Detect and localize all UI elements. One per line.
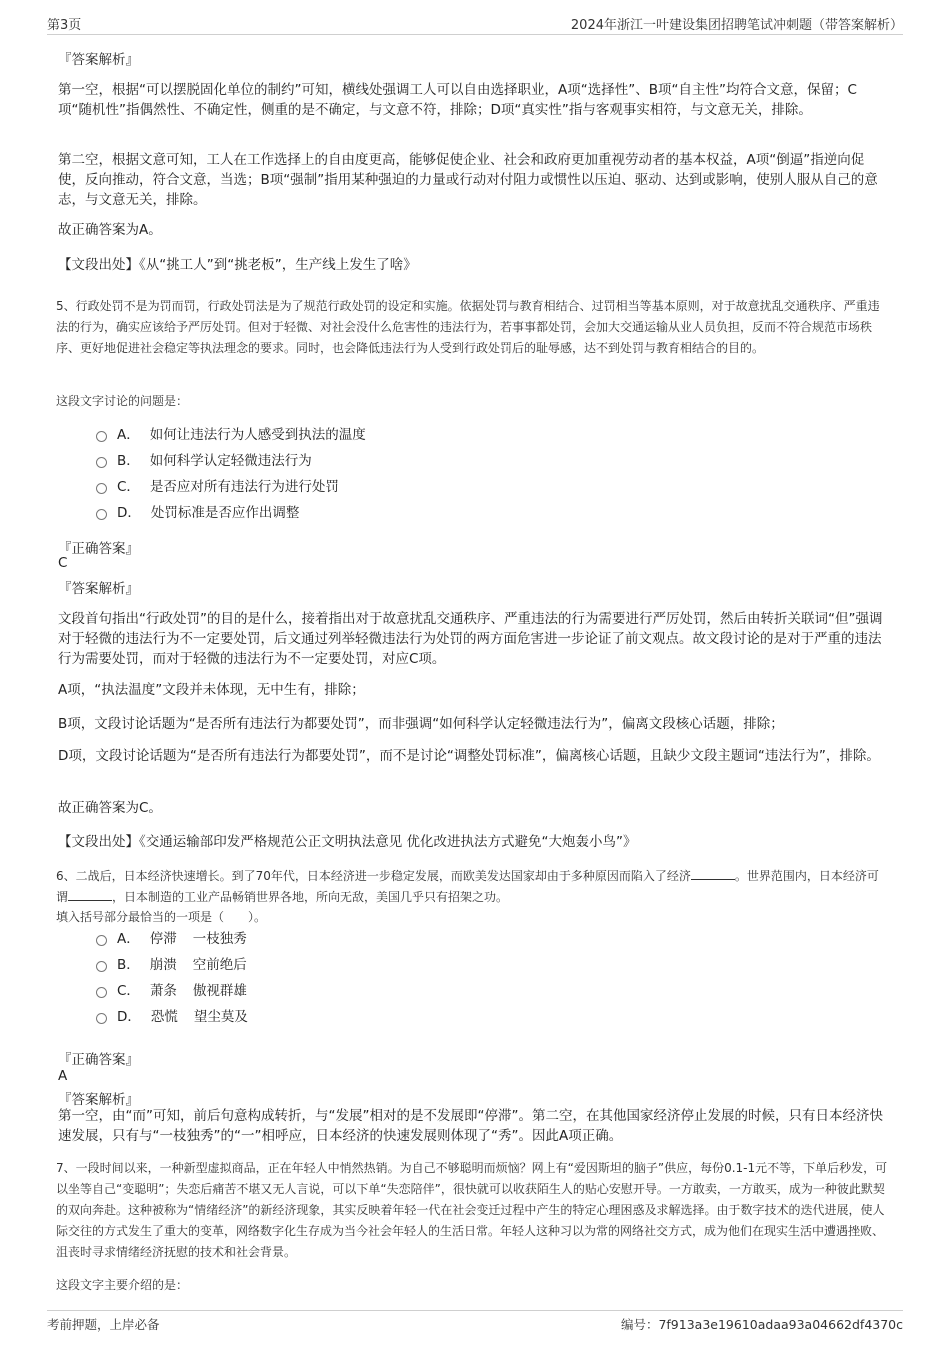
- q5-conclusion: 故正确答案为C。: [58, 800, 162, 816]
- q5-analysis-p2: A项，“执法温度”文段并未体现，无中生有，排除；: [58, 682, 365, 698]
- radio-icon[interactable]: [96, 431, 107, 442]
- radio-icon[interactable]: [96, 961, 107, 972]
- page-header: [47, 12, 903, 35]
- q6-question: 填入括号部分最恰当的一项是（ ）。: [56, 910, 267, 924]
- q5-analysis-p4: D项，文段讨论话题为“是否所有违法行为都要处罚”，而不是讨论“调整处罚标准”，偏离核心话题，且缺少文段主题词“违法行为”，排除。: [58, 748, 880, 764]
- q6-correct-label: 『正确答案』: [58, 1052, 139, 1068]
- radio-icon[interactable]: [96, 987, 107, 998]
- q5-analysis-p3: B项，文段讨论话题为“是否所有违法行为都要处罚”，而非强调“如何科学认定轻微违法行为”，偏离文段核心话题，排除；: [58, 716, 784, 732]
- q5-question: 这段文字讨论的问题是：: [56, 394, 189, 408]
- page-number: 第3页: [47, 18, 82, 33]
- radio-icon[interactable]: [96, 457, 107, 468]
- radio-icon[interactable]: [96, 1013, 107, 1024]
- q6-stem: 6、二战后，日本经济快速增长。到了70年代，日本经济进一步稳定发展，而欧美发达国家却由于多种原因而陷入了经济 。世界范围内，日本经济可谓 ，日本制造的工业产品畅销世界各地，所向无敌，美国几乎只有招架之功。: [56, 869, 879, 904]
- q7-stem: 7、一段时间以来，一种新型虚拟商品，正在年轻人中悄然热销。为自己不够聪明而烦恼？网上有“爱因斯坦的脑子”供应，每份0.1-1元不等，下单后秒发，可以坐等自己“变聪明”；失恋后痛苦不堪又无人言说，可以下单“失恋陪伴”，很快就可以收获陌生人的贴心安慰开导。一方敢卖，一方敢买，成为一种彼此默契的双向奔赴。这种被称为“情绪经济”的新经济现象，其实反映着年轻一代在社会变迁过程中产生的特定心理困惑及求解选择。由于数字技术的迭代进展，使人际交往的方式发生了重大的变革，网络数字化生存成为当今社会年轻人的生活日常。年轻人这种习以为常的网络社交方式，成为他们在现实生活中遭遇挫败、沮丧时寻求情绪经济抚慰的技术和社会背景。: [56, 1161, 888, 1259]
- q5-correct-label: 『正确答案』: [58, 541, 139, 557]
- footer-slogan: 考前押题，上岸必备: [47, 1317, 160, 1332]
- q6-analysis-p1: 第一空，由“而”可知，前后句意构成转折，与“发展”相对的是不发展即“停滞”。第二空，在其他国家经济停止发展的时候，只有日本经济快速发展，只有与“一枝独秀”的“一”相呼应，日本经济的快速发展则体现了“秀”。因此A项正确。: [58, 1108, 883, 1144]
- document-title: 2024年浙江一叶建设集团招聘笔试冲刺题（带答案解析）: [570, 18, 903, 33]
- radio-icon[interactable]: [96, 509, 107, 520]
- document-id: 编号：7f913a3e19610adaa93a04662df4370c: [620, 1317, 903, 1332]
- q5-option-b[interactable]: B． 如何科学认定轻微违法行为: [96, 451, 312, 471]
- q6-option-d[interactable]: D． 恐慌 望尘莫及: [96, 1007, 248, 1027]
- q6-correct-answer: A: [58, 1068, 68, 1084]
- blank-1: [691, 867, 735, 880]
- radio-icon[interactable]: [96, 935, 107, 946]
- q4-analysis-p2: 第二空，根据文意可知，工人在工作选择上的自由度更高，能够促使企业、社会和政府更加重视劳动者的基本权益，A项“倒逼”指逆向促使，反向推动，符合文意，当选；B项“强制”指用某种强迫的力量或行动对付阻力或惯性以压迫、驱动、达到或影响，使别人服从自己的意志，与文意无关，排除。: [58, 152, 878, 208]
- q5-source: 【文段出处】《交通运输部印发严格规范公正文明执法意见 优化改进执法方式避免“大炮轰小鸟”》: [58, 834, 637, 850]
- q5-analysis-p1: 文段首句指出“行政处罚”的目的是什么，接着指出对于故意扰乱交通秩序、严重违法的行为需要进行严厉处罚，然后由转折关联词“但”强调对于轻微的违法行为不一定要处罚，后文通过列举轻微违法行为处罚的两方面危害进一步论证了前文观点。故文段讨论的是对于严重的违法行为需要处罚，而对于轻微的违法行为不一定要处罚，对应C项。: [58, 611, 883, 667]
- q5-correct-answer: C: [58, 555, 68, 571]
- q6-analysis-label: 『答案解析』: [58, 1092, 139, 1108]
- q4-analysis-p1: 第一空，根据“可以摆脱固化单位的制约”可知，横线处强调工人可以自由选择职业，A项“选择性”、B项“自主性”均符合文意，保留；C项“随机性”指偶然性、不确定性，侧重的是不确定，与文意不符，排除；D项“真实性”指与客观事实相符，与文意无关，排除。: [58, 82, 857, 118]
- q5-option-c[interactable]: C． 是否应对所有违法行为进行处罚: [96, 477, 339, 497]
- q7-question: 这段文字主要介绍的是：: [56, 1278, 189, 1292]
- q6-option-b[interactable]: B． 崩溃 空前绝后: [96, 955, 247, 975]
- q5-analysis-label: 『答案解析』: [58, 581, 139, 597]
- page-footer: [47, 1310, 903, 1335]
- q6-option-c[interactable]: C． 萧条 傲视群雄: [96, 981, 247, 1001]
- q4-analysis-label: 『答案解析』: [58, 52, 139, 68]
- q4-source: 【文段出处】《从“挑工人”到“挑老板”，生产线上发生了啥》: [58, 257, 417, 273]
- blank-2: [68, 888, 112, 901]
- q5-option-d[interactable]: D． 处罚标准是否应作出调整: [96, 503, 299, 523]
- q5-option-a[interactable]: A． 如何让违法行为人感受到执法的温度: [96, 425, 366, 445]
- q5-stem: 5、行政处罚不是为罚而罚，行政处罚法是为了规范行政处罚的设定和实施。依据处罚与教育相结合、过罚相当等基本原则，对于故意扰乱交通秩序、严重违法的行为，确实应该给予严厉处罚。但对于轻微、对社会没什么危害性的违法行为，若事事都处罚，会加大交通运输从业人员负担，反而不符合规范市场秩序、更好地促进社会稳定等执法理念的要求。同时，也会降低违法行为人受到行政处罚后的耻辱感，达不到处罚与教育相结合的目的。: [56, 299, 880, 355]
- q4-conclusion: 故正确答案为A。: [58, 222, 162, 238]
- q6-option-a[interactable]: A． 停滞 一枝独秀: [96, 929, 247, 949]
- radio-icon[interactable]: [96, 483, 107, 494]
